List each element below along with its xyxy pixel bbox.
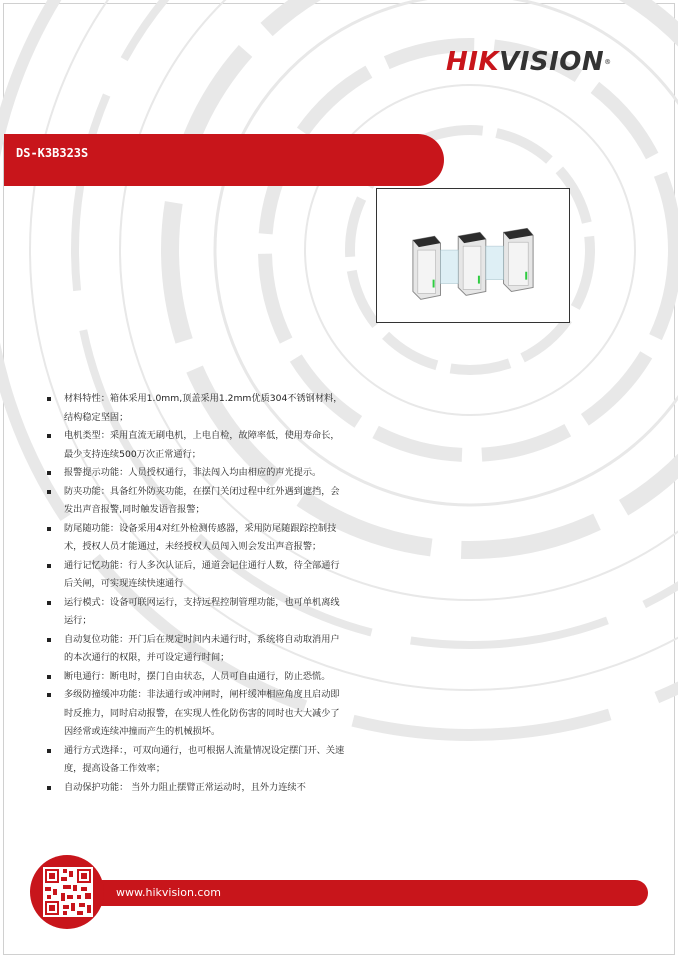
- square-bullet-icon: [47, 638, 51, 642]
- square-bullet-icon: [47, 434, 51, 438]
- feature-text: 自动保护功能： 当外力阻止摆臂正常运动时，且外力连续不: [64, 781, 306, 793]
- list-item: [46, 464, 346, 483]
- square-bullet-icon: [47, 786, 51, 790]
- list-item: [46, 742, 346, 779]
- list-item: [46, 427, 346, 464]
- footer-website-link[interactable]: www.hikvision.com: [116, 886, 221, 899]
- list-item: [46, 594, 346, 631]
- logo-registered-mark: ®: [604, 58, 612, 66]
- feature-text: 运行模式：设备可联网运行，支持远程控制管理功能，也可单机离线运行；: [64, 596, 340, 626]
- feature-text: 通行方式选择：，可双向通行，也可根据人流量情况设定摆门开、关速度，提高设备工作效率；: [64, 744, 345, 774]
- list-item: [46, 557, 346, 594]
- square-bullet-icon: [47, 490, 51, 494]
- square-bullet-icon: [47, 693, 51, 697]
- list-item: [46, 520, 346, 557]
- feature-text: 电机类型：采用直流无刷电机，上电自检，故障率低，使用寿命长，最少支持连续500万次正常通行；: [64, 430, 340, 460]
- feature-text: 材料特性：箱体采用1.0mm,顶盖采用1.2mm优质304不锈钢材料，结构稳定坚固；: [64, 393, 343, 423]
- square-bullet-icon: [47, 564, 51, 568]
- swing-barrier-photo: [377, 189, 569, 322]
- square-bullet-icon: [47, 527, 51, 531]
- feature-list: [46, 390, 346, 797]
- feature-text: 多级防撞缓冲功能：非法通行或冲闸时，闸杆缓冲相应角度且启动即时反推力，同时启动报警，在实现人性化防伤害的同时也大大减少了因经常或连续冲撞而产生的机械损坏。: [64, 689, 340, 737]
- product-photo: [376, 188, 570, 323]
- product-model: DS-K3B323S: [16, 146, 89, 160]
- hikvision-logo: [446, 46, 612, 78]
- square-bullet-icon: [47, 397, 51, 401]
- feature-text: 通行记忆功能：行人多次认证后，通道会记住通行人数，待全部通行后关闸，可实现连续快速通行: [64, 559, 340, 589]
- list-item: [46, 779, 346, 798]
- feature-text: 防夹功能：具备红外防夹功能，在摆门关闭过程中红外遇到遮挡，会发出声音报警,同时触发语音报警；: [64, 485, 340, 515]
- feature-text: 断电通行：断电时，摆门自由状态，人员可自由通行，防止恐慌。: [64, 670, 331, 682]
- list-item: [46, 483, 346, 520]
- square-bullet-icon: [47, 675, 51, 679]
- feature-text: 报警提示功能：人员授权通行，非法闯入均由相应的声光提示。: [64, 467, 322, 478]
- list-item: [46, 668, 346, 687]
- logo-dark-text: VISION: [499, 47, 605, 77]
- feature-text: 自动复位功能：开门后在规定时间内未通行时，系统将自动取消用户的本次通行的权限，并可设定通行时间；: [64, 633, 340, 663]
- list-item: [46, 390, 346, 427]
- qr-code-graphic: [43, 867, 93, 917]
- qr-code-icon: [43, 867, 93, 917]
- list-item: [46, 631, 346, 668]
- logo-red-text: HIK: [446, 47, 500, 77]
- square-bullet-icon: [47, 601, 51, 605]
- list-item: [46, 686, 346, 742]
- feature-text: 防尾随功能：设备采用4对红外检测传感器，采用防尾随跟踪控制技术，授权人员才能通过，未经授权人员闯入则会发出声音报警；: [64, 522, 337, 552]
- square-bullet-icon: [47, 749, 51, 753]
- square-bullet-icon: [47, 471, 51, 475]
